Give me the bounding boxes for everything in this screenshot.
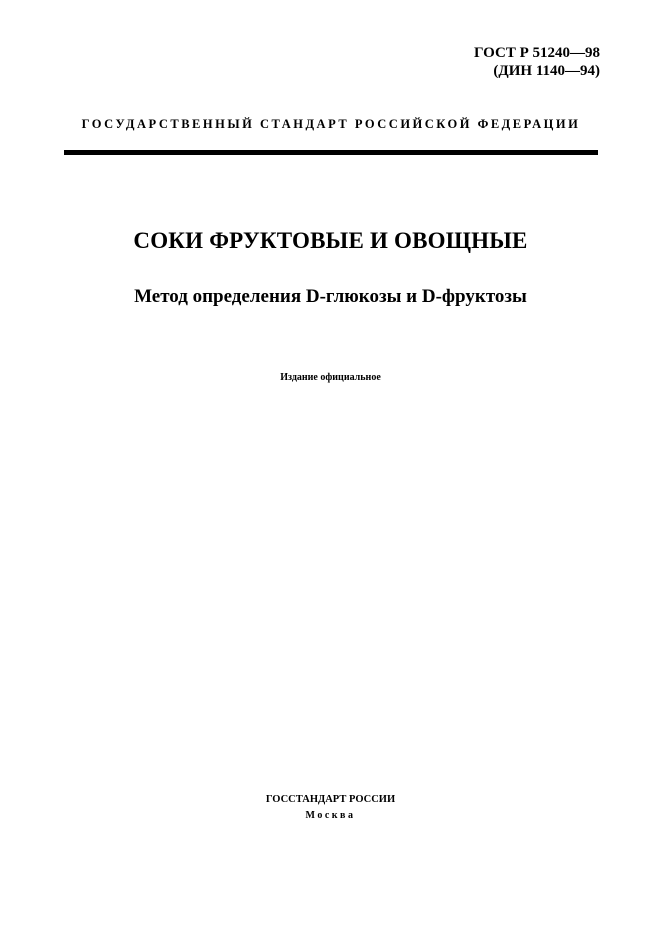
document-subtitle: Метод определения D-глюкозы и D-фруктозы	[134, 286, 527, 307]
publication-city: Москва	[305, 810, 356, 821]
standard-banner: ГОСУДАРСТВЕННЫЙ СТАНДАРТ РОССИЙСКОЙ ФЕДЕРАЦИИ	[81, 117, 581, 131]
header-divider	[64, 150, 598, 155]
equivalent-standard-number: (ДИН 1140—94)	[493, 63, 600, 79]
document-title: СОКИ ФРУКТОВЫЕ И ОВОЩНЫЕ	[133, 228, 528, 253]
edition-note: Издание официальное	[280, 372, 381, 383]
standard-number: ГОСТ Р 51240—98	[473, 45, 600, 61]
document-code-block	[474, 44, 600, 80]
publisher-name: ГОССТАНДАРТ РОССИИ	[265, 794, 396, 805]
